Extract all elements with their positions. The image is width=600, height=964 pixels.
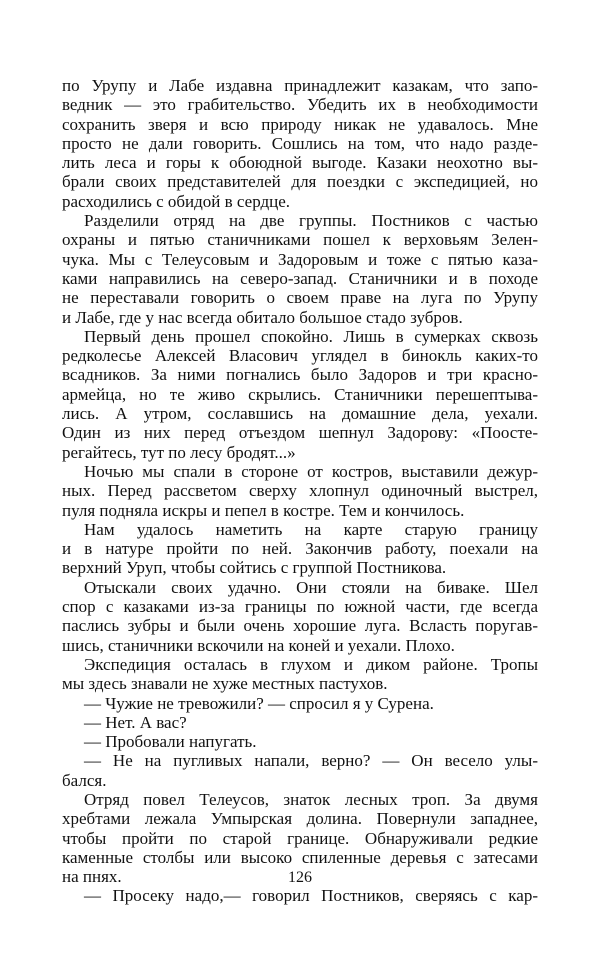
text-line: просто не дали говорить. Сошлись на том, что надо разде- [62,133,538,153]
text-line: редколесье Алексей Власович углядел в бинокль каких-то [62,346,538,366]
text-line: каменные столбы или высоко спиленные деревья с затесами [62,847,538,867]
page-number: 126 [288,869,312,886]
text-line: по Урупу и Лабе издавна принадлежит казакам, что запо- [62,76,538,95]
text-line: лись. А утром, сославшись на домашние дела, уехали. [62,404,538,424]
text-line: шись, станичники вскочили на коней и уехали. Плохо. [62,635,455,655]
text-line: хребтами лежала Умпырская долина. Повернули западнее, [62,809,538,829]
text-line: Экспедиция осталась в глухом и диком районе. Тропы [84,654,538,674]
text-line: ками направились на северо-запад. Станичники и в походе [62,268,538,288]
text-line: бался. [62,770,107,790]
text-line: — Не на пугливых напали, верно? — Он весело улы- [84,751,538,771]
text-line: на пнях. [62,867,122,887]
text-line: Отряд повел Телеусов, знаток лесных троп. За двумя [84,789,538,809]
text-line: — Просеку надо,— говорил Постников, сверяясь с кар- [84,886,538,906]
text-line: армейца, но те живо скрылись. Станичники перешептыва- [62,384,538,404]
text-line: — Нет. А вас? [84,712,187,732]
text-line: и Лабе, где у нас всегда обитало большое стадо зубров. [62,307,463,327]
text-line: не переставали говорить о своем праве на луга по Урупу [62,288,538,308]
text-line: Нам удалось наметить на карте старую границу [84,519,538,539]
text-line: — Чужие не тревожили? — спросил я у Сурена. [84,693,434,713]
text-line: расходились с обидой в сердце. [62,191,291,211]
text-line: чтобы пройти по старой границе. Обнаруживали редкие [62,828,538,848]
page-text [62,76,538,906]
text-line: ведник — это грабительство. Убедить их в необходимости [62,95,538,115]
text-line: сохранить зверя и всю природу никак не удавалось. Мне [62,114,538,134]
text-line: — Пробовали напугать. [84,732,257,752]
text-line: паслись зубры и были очень хорошие луга. Всласть поругав- [62,616,538,636]
text-line: всадников. За ними погнались было Задоров и три красно- [62,365,538,385]
text-line: мы здесь знавали не хуже местных пастухов. [62,674,388,694]
text-line: брали своих представителей для поездки с экспедицией, но [62,172,538,192]
text-line: чука. Мы с Телеусовым и Задоровым и тоже с пятью каза- [62,249,538,269]
text-line: Разделили отряд на две группы. Постников с частью [84,211,538,231]
text-line: лить леса и горы к обоюдной выгоде. Казаки неохотно вы- [62,153,538,173]
text-line: Один из них перед отъездом шепнул Задорову: «Поосте- [62,423,538,443]
text-line: спор с казаками из-за границы по южной части, где всегда [62,597,538,617]
text-line: регайтесь, тут по лесу бродят...» [62,442,296,462]
text-line: и в натуре пройти по ней. Закончив работу, поехали на [62,539,538,559]
text-line: верхний Уруп, чтобы сойтись с группой Постникова. [62,558,447,578]
text-line: Ночью мы спали в стороне от костров, выставили дежур- [84,461,538,481]
text-line: Отыскали своих удачно. Они стояли на биваке. Шел [84,577,538,597]
text-line: пуля подняла искры и пепел в костре. Тем и кончилось. [62,500,465,520]
text-line: Первый день прошел спокойно. Лишь в сумерках сквозь [84,326,538,346]
text-line: охраны и пятью станичниками пошел к верховьям Зелен- [62,230,538,250]
text-line: ных. Перед рассветом сверху хлопнул одиночный выстрел, [62,481,538,501]
